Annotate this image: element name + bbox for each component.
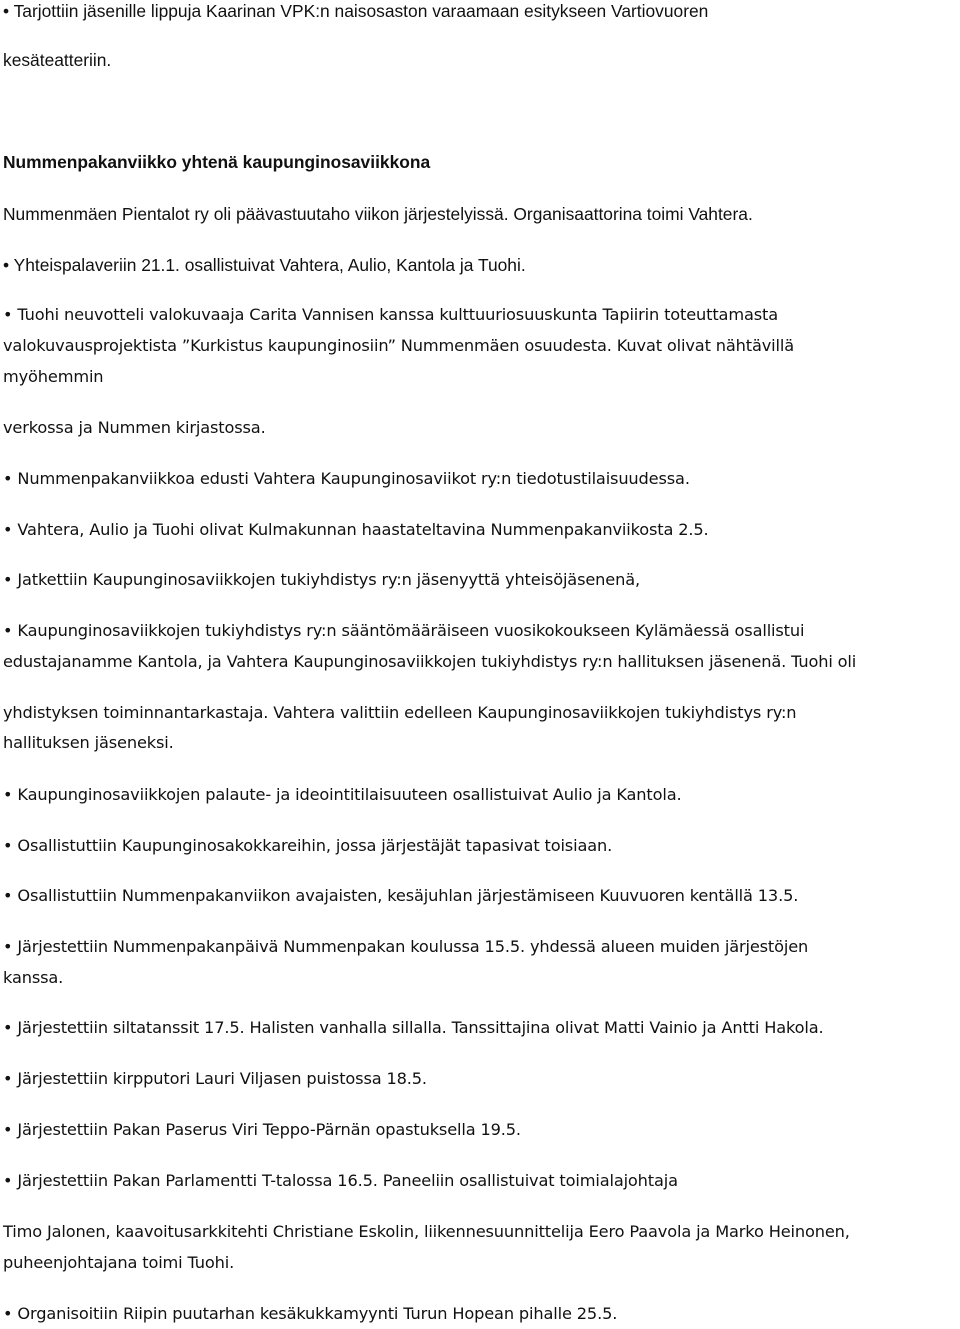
text-line: myöhemmin xyxy=(3,367,104,386)
text-line: • Osallistuttiin Nummenpakanviikon avajaisten, kesäjuhlan järjestämiseen Kuuvuoren kentällä 13.5. xyxy=(3,886,799,905)
text-line: kanssa. xyxy=(3,968,64,987)
text-line: • Nummenpakanviikkoa edusti Vahtera Kaupunginosaviikot ry:n tiedotustilaisuudessa. xyxy=(3,469,690,488)
text-line: • Järjestettiin Nummenpakanpäivä Nummenpakan koulussa 15.5. yhdessä alueen muiden järjestöjen xyxy=(3,937,809,956)
text-line: Timo Jalonen, kaavoitusarkkitehti Christiane Eskolin, liikennesuunnittelija Eero Paavola ja Marko Heinonen, xyxy=(3,1222,850,1241)
text-line: • Organisoitiin Riipin puutarhan kesäkukkamyynti Turun Hopean pihalle 25.5. xyxy=(3,1304,618,1323)
text-line: • Järjestettiin kirpputori Lauri Viljasen puistossa 18.5. xyxy=(3,1069,427,1088)
text-line: • Järjestettiin Pakan Paserus Viri Teppo-Pärnän opastuksella 19.5. xyxy=(3,1120,521,1139)
text-line: kesäteatteriin. xyxy=(3,50,112,70)
text-line: • Osallistuttiin Kaupunginosakokkareihin, jossa järjestäjät tapasivat toisiaan. xyxy=(3,836,613,855)
text-line: • Kaupunginosaviikkojen tukiyhdistys ry:n sääntömääräiseen vuosikokoukseen Kylämäessä osallistui xyxy=(3,621,805,640)
text-line: valokuvausprojektista ”Kurkistus kaupunginosiin” Nummenmäen osuudesta. Kuvat olivat nähtävillä xyxy=(3,336,794,355)
section-heading: Nummenpakanviikko yhtenä kaupunginosaviikkona xyxy=(3,152,431,172)
text-line: edustajanamme Kantola, ja Vahtera Kaupunginosaviikkojen tukiyhdistys ry:n hallituksen jäsenenä. Tuohi oli xyxy=(3,652,857,671)
text-line: • Jatkettiin Kaupunginosaviikkojen tukiyhdistys ry:n jäsenyyttä yhteisöjäsenenä, xyxy=(3,570,640,589)
text-line: yhdistyksen toiminnantarkastaja. Vahtera valittiin edelleen Kaupunginosaviikkojen tukiyhdistys ry:n xyxy=(3,703,797,722)
text-line: • Yhteispalaveriin 21.1. osallistuivat Vahtera, Aulio, Kantola ja Tuohi. xyxy=(3,255,526,275)
text-line: • Järjestettiin siltatanssit 17.5. Halisten vanhalla sillalla. Tanssittajina olivat Matti Vainio ja Antti Hakola. xyxy=(3,1018,824,1037)
text-line: verkossa ja Nummen kirjastossa. xyxy=(3,418,266,437)
text-line: • Tarjottiin jäsenille lippuja Kaarinan VPK:n naisosaston varaamaan esitykseen Vartiovuoren xyxy=(3,1,709,21)
text-line: • Tuohi neuvotteli valokuvaaja Carita Vannisen kanssa kulttuuriosuuskunta Tapiirin toteuttamasta xyxy=(3,305,778,324)
text-line: • Järjestettiin Pakan Parlamentti T-talossa 16.5. Paneeliin osallistuivat toimialajohtaja xyxy=(3,1171,678,1190)
text-line: • Kaupunginosaviikkojen palaute- ja ideointitilaisuuteen osallistuivat Aulio ja Kantola. xyxy=(3,785,682,804)
text-line: • Vahtera, Aulio ja Tuohi olivat Kulmakunnan haastateltavina Nummenpakanviikosta 2.5. xyxy=(3,520,709,539)
text-line: puheenjohtajana toimi Tuohi. xyxy=(3,1253,235,1272)
text-line: hallituksen jäseneksi. xyxy=(3,733,174,752)
text-line: Nummenmäen Pientalot ry oli päävastuutaho viikon järjestelyissä. Organisaattorina toimi Vahtera. xyxy=(3,204,753,224)
